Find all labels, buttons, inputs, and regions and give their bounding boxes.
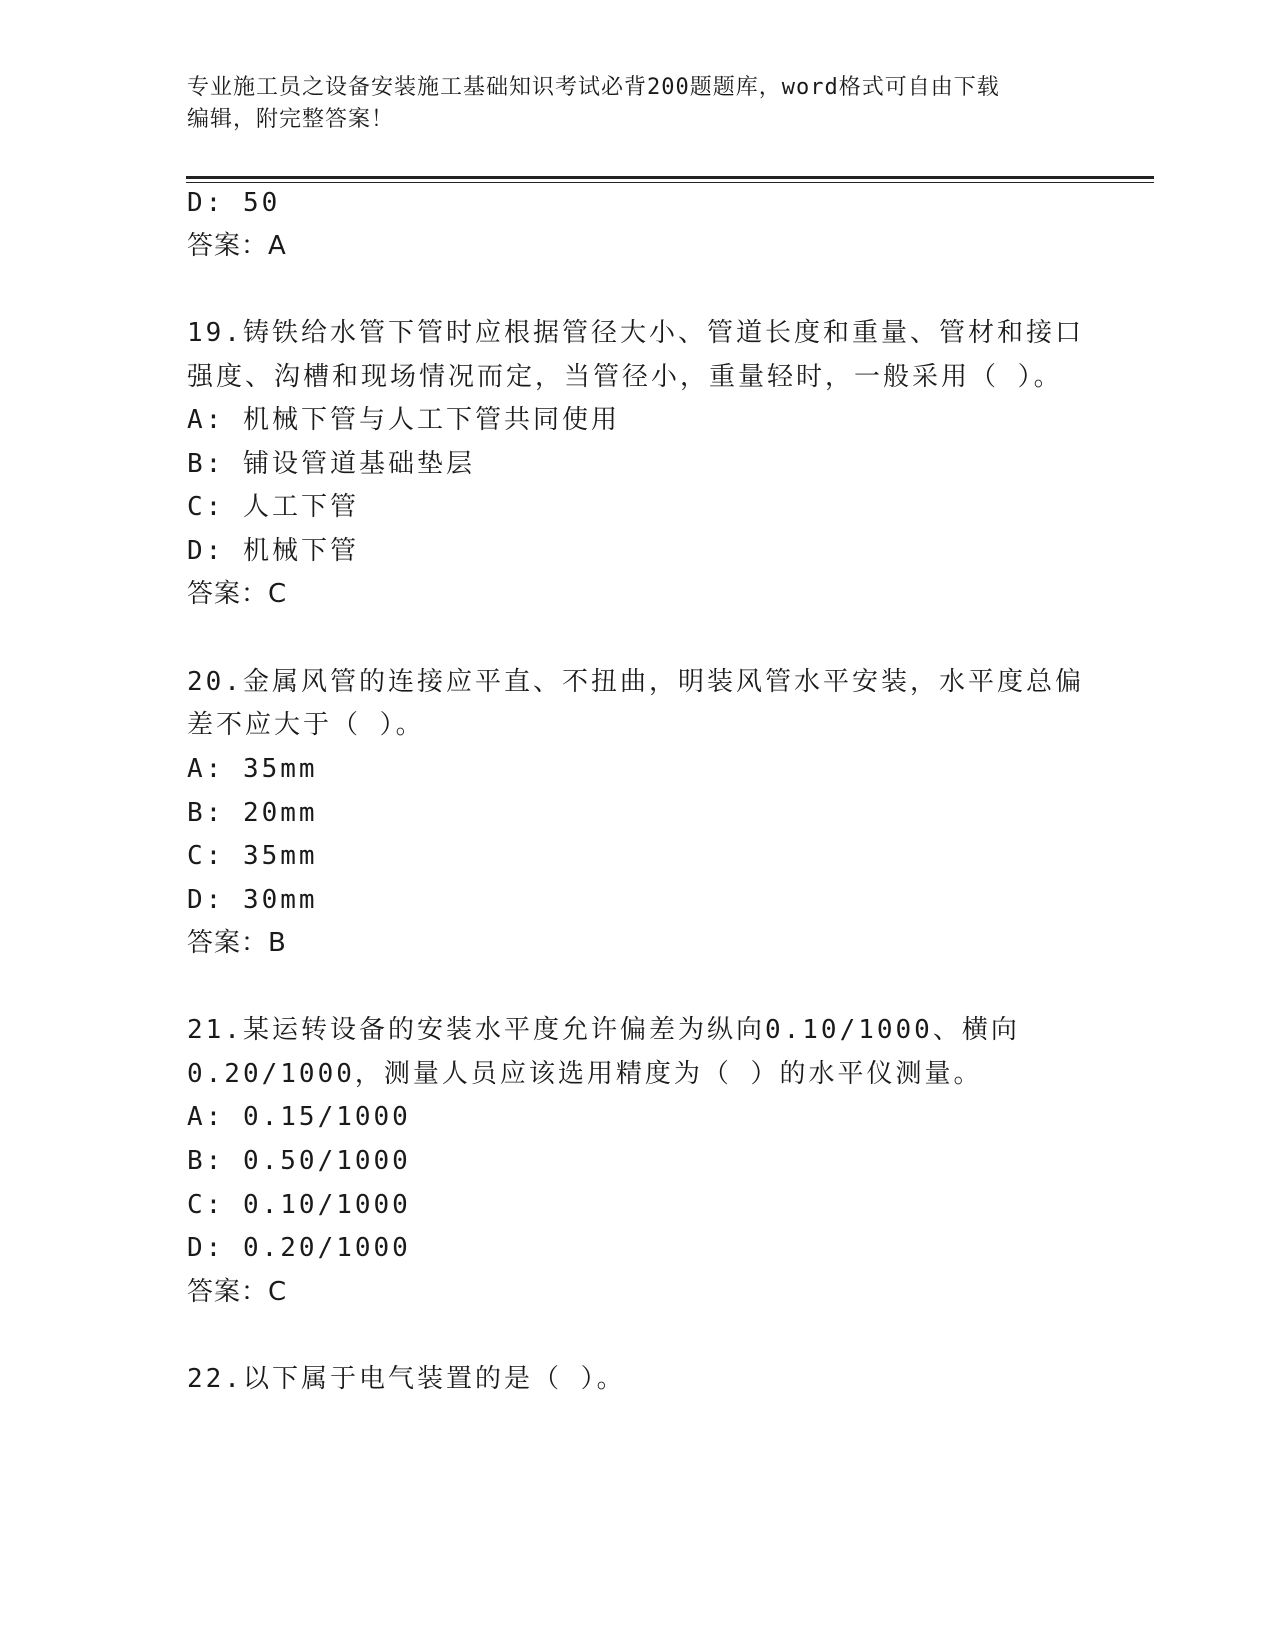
question-21-answer: 答案：C (187, 1277, 288, 1307)
header-title-line-1: 专业施工员之设备安装施工基础知识考试必背200题题库，word格式可自由下载 (187, 75, 1000, 100)
question-19-answer: 答案：C (187, 579, 288, 609)
prev-question-answer: 答案：A (187, 231, 287, 261)
question-20-option-a: A: 35mm (187, 754, 318, 784)
question-20-answer: 答案：B (187, 928, 287, 958)
question-21-text-line-1: 21.某运转设备的安装水平度允许偏差为纵向0.10/1000、横向 (187, 1015, 1020, 1045)
question-20-text-line-1: 20.金属风管的连接应平直、不扭曲，明装风管水平安装，水平度总偏 (187, 667, 1084, 697)
question-19-text-line-1: 19.铸铁给水管下管时应根据管径大小、管道长度和重量、管材和接口 (187, 318, 1084, 348)
header-divider-thick (186, 176, 1154, 179)
question-20-option-b: B: 20mm (187, 798, 318, 828)
question-20-option-d: D: 30mm (187, 885, 318, 915)
question-19-option-b: B: 铺设管道基础垫层 (187, 449, 475, 479)
header-title-line-2: 编辑，附完整答案！ (187, 107, 395, 132)
document-header (187, 72, 1067, 136)
question-19-option-d: D: 机械下管 (187, 536, 359, 566)
prev-question-option-d: D: 50 (187, 188, 281, 218)
question-20-text-line-2: 差不应大于（ ）。 (187, 710, 425, 740)
question-21-option-b: B: 0.50/1000 (187, 1146, 411, 1176)
question-21-text-line-2: 0.20/1000，测量人员应该选用精度为（ ）的水平仪测量。 (187, 1059, 983, 1089)
question-19-option-a: A: 机械下管与人工下管共同使用 (187, 405, 620, 435)
question-20-option-c: C: 35mm (187, 841, 318, 871)
question-21-option-c: C: 0.10/1000 (187, 1190, 411, 1220)
question-21-option-d: D: 0.20/1000 (187, 1233, 411, 1263)
question-21-option-a: A: 0.15/1000 (187, 1102, 411, 1132)
question-19-text-line-2: 强度、沟槽和现场情况而定，当管径小，重量轻时，一般采用（ ）。 (187, 362, 1063, 392)
question-22-text-line-1: 22.以下属于电气装置的是（ ）。 (187, 1364, 626, 1394)
question-19-option-c: C: 人工下管 (187, 492, 359, 522)
